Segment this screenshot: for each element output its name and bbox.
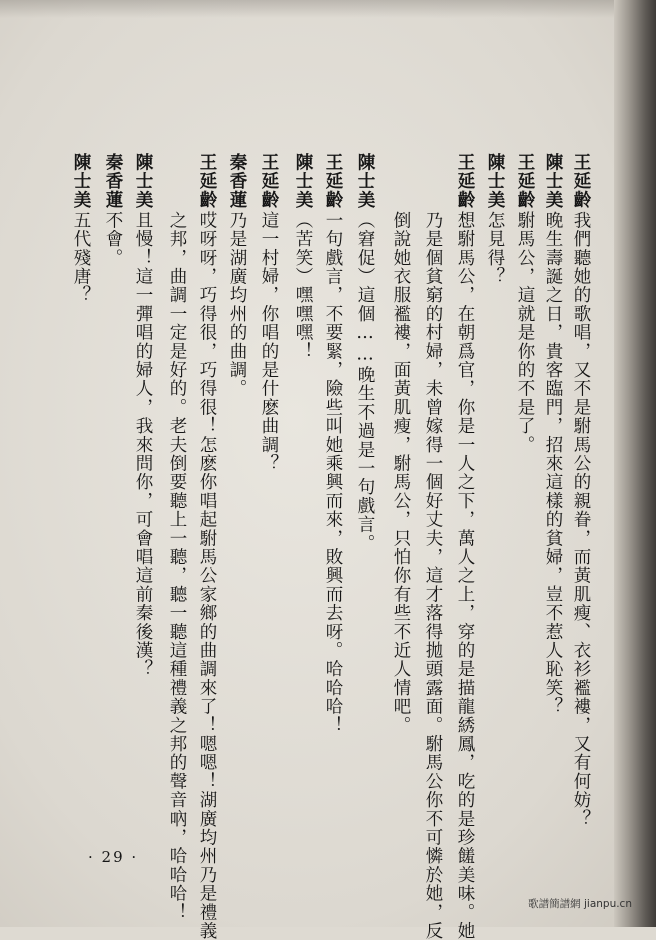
script-line (290, 153, 316, 361)
script-line-continuation (420, 211, 446, 940)
speaker-name: 王延齡 (323, 153, 343, 210)
speaker-name: 王延齡 (259, 153, 279, 210)
script-line (568, 153, 594, 828)
speaker-name: 陳士美 (71, 153, 91, 210)
script-line (320, 153, 346, 735)
script-line (452, 153, 478, 940)
script-line (100, 153, 126, 267)
page-number: · 29 · (88, 848, 139, 866)
script-line (482, 153, 508, 286)
dialogue-text: 想駙馬公，在朝爲官，你是一人之下，萬人之上，穿的是描龍綉鳳，吃的是珍饈美味。她 (455, 211, 475, 940)
dialogue-text: 不會。 (103, 211, 123, 268)
script-line (194, 153, 220, 940)
dialogue-text: 哎呀呀，巧得很，巧得很！怎麽你唱起駙馬公家鄉的曲調來了！嗯嗯！湖廣均州乃是禮義 (197, 211, 217, 940)
speaker-name: 陳士美 (485, 153, 505, 210)
speaker-name: 陳士美 (543, 153, 563, 210)
script-line-continuation (164, 211, 190, 922)
page-top-shadow (0, 0, 656, 18)
site-watermark: 歌譜簡譜網 jianpu.cn (528, 898, 632, 910)
dialogue-text: 晚生壽誕之日，貴客臨門，招來這樣的貧婦，豈不惹人恥笑？ (543, 211, 563, 716)
dialogue-text: （苦笑）嘿嘿嘿！ (293, 211, 313, 361)
script-line (130, 153, 156, 679)
speaker-name: 王延齡 (455, 153, 475, 210)
speaker-name: 王延齡 (571, 153, 591, 210)
dialogue-text: 乃是個貧窮的村婦，未曾嫁得一個好丈夫，這才落得拋頭露面。駙馬公你不可憐於她，反 (423, 211, 443, 940)
dialogue-text: （窘促）這個……晚生不過是一句戲言。 (355, 211, 375, 553)
dialogue-text: 且慢！這一彈唱的婦人，我來問你，可會唱這前秦後漢？ (133, 211, 153, 679)
dialogue-text: 倒說她衣服襤褸，面黃肌瘦，駙馬公，只怕你有些不近人情吧。 (391, 211, 411, 735)
script-line (540, 153, 566, 716)
speaker-name: 陳士美 (355, 153, 375, 210)
dialogue-text: 駙馬公，這就是你的不是了。 (515, 211, 535, 455)
speaker-name: 陳士美 (133, 153, 153, 210)
dialogue-text: 怎見得？ (485, 211, 505, 286)
script-line (512, 153, 538, 454)
dialogue-text: 這一村婦，你唱的是什麽曲調？ (259, 211, 279, 473)
speaker-name: 陳士美 (293, 153, 313, 210)
dialogue-text: 我們聽她的歌唱，又不是駙馬公的親眷，而黃肌瘦、衣衫襤褸，又有何妨？ (571, 211, 591, 829)
script-line (256, 153, 282, 473)
dialogue-text: 一句戲言，不要緊，險些叫她乘興而來，敗興而去呀。哈哈哈！ (323, 211, 343, 735)
speaker-name: 王延齡 (515, 153, 535, 210)
script-line (352, 153, 378, 553)
script-line (68, 153, 94, 305)
book-spine-shadow (614, 0, 656, 927)
speaker-name: 王延齡 (197, 153, 217, 210)
script-line-continuation (388, 211, 414, 735)
dialogue-text: 五代殘唐？ (71, 211, 91, 305)
dialogue-text: 乃是湖廣均州的曲調。 (227, 211, 247, 398)
script-line (224, 153, 250, 398)
speaker-name: 秦香蓮 (227, 153, 247, 210)
dialogue-text: 之邦，曲調一定是好的。老夫倒要聽上一聽，聽一聽這種禮義之邦的聲音吶，哈哈哈！ (167, 211, 187, 922)
speaker-name: 秦香蓮 (103, 153, 123, 210)
